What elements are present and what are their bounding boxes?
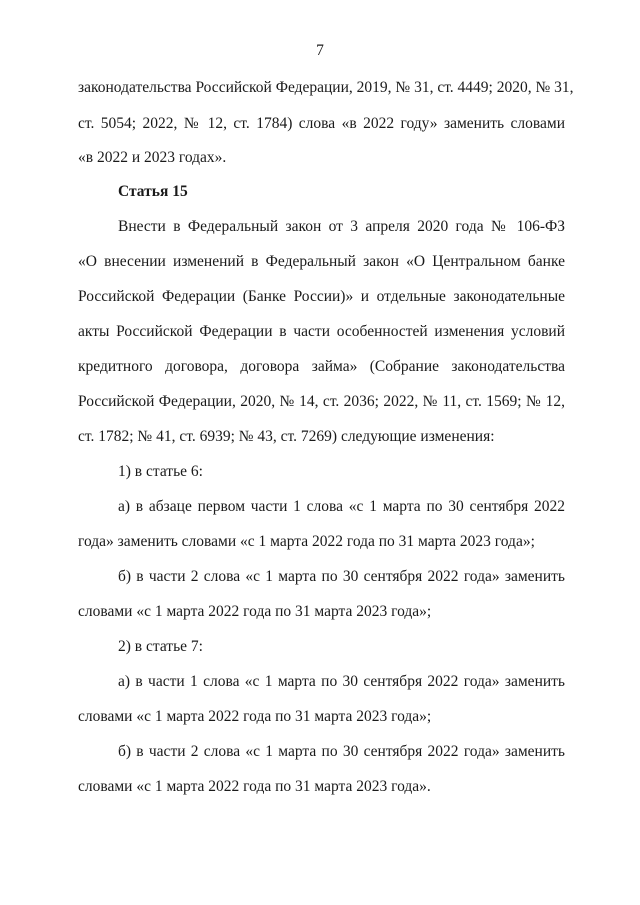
text-line: а) в части 1 слова «с 1 марта по 30 сентября 2022 года» заменить [118, 673, 565, 690]
text-line: кредитного договора, договора займа» (Собрание законодательства [78, 358, 565, 375]
text-line: Российской Федерации, 2020, № 14, ст. 2036; 2022, № 11, ст. 1569; № 12, [78, 393, 565, 410]
text-line: б) в части 2 слова «с 1 марта по 30 сентября 2022 года» заменить [118, 568, 565, 585]
list-item-heading: 2) в статье 7: [118, 638, 203, 655]
text-line: «О внесении изменений в Федеральный закон «О Центральном банке [78, 253, 565, 270]
text-line: Российской Федерации (Банке России)» и отдельные законодательные [78, 288, 565, 305]
text-line: законодательства Российской Федерации, 2019, № 31, ст. 4449; 2020, № 31, [78, 79, 574, 96]
text-line: акты Российской Федерации в части особенностей изменения условий [78, 323, 565, 340]
article-heading: Статья 15 [118, 183, 188, 200]
text-line: ст. 1782; № 41, ст. 6939; № 43, ст. 7269) следующие изменения: [78, 428, 495, 445]
text-line: Внести в Федеральный закон от 3 апреля 2020 года № 106-ФЗ [118, 218, 565, 235]
text-line: словами «с 1 марта 2022 года по 31 марта 2023 года»; [78, 603, 432, 620]
text-line: а) в абзаце первом части 1 слова «с 1 марта по 30 сентября 2022 [118, 498, 565, 515]
text-line: года» заменить словами «с 1 марта 2022 года по 31 марта 2023 года»; [78, 533, 535, 550]
text-line: ст. 5054; 2022, № 12, ст. 1784) слова «в 2022 году» заменить словами [78, 115, 565, 132]
list-item-heading: 1) в статье 6: [118, 463, 203, 480]
text-line: б) в части 2 слова «с 1 марта по 30 сентября 2022 года» заменить [118, 743, 565, 760]
text-line: словами «с 1 марта 2022 года по 31 марта 2023 года». [78, 778, 431, 795]
text-line: «в 2022 и 2023 годах». [78, 149, 227, 166]
page-number: 7 [316, 42, 324, 59]
text-line: словами «с 1 марта 2022 года по 31 марта 2023 года»; [78, 708, 432, 725]
